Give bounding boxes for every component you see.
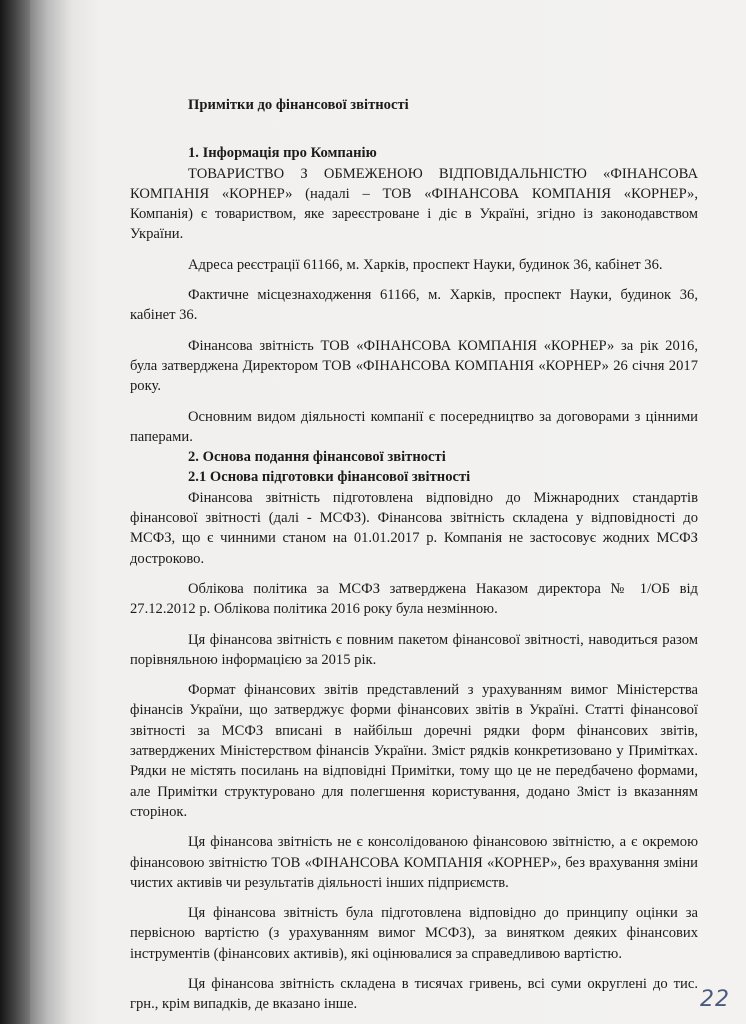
section-2-paragraph-5: Ця фінансова звітність не є консолідованою фінансовою звітністю, а є окремою фінансовою звітністю ТОВ «ФІНАНСОВА КОМПАНІЯ «КОРНЕР», без врахування зміни чистих активів чи результатів діяльності інших підприємств.	[130, 834, 698, 891]
section-2-paragraph-1: Фінансова звітність підготовлена відповідно до Міжнародних стандартів фінансової звітності (далі - МСФЗ). Фінансова звітність складена у відповідності до МСФЗ, що є чинними станом на 01.01.2017 р. Компанія не застосовує жодних МСФЗ достроково.	[130, 489, 698, 567]
section-2-paragraph-7: Ця фінансова звітність складена в тисячах гривень, всі суми округлені до тис. грн., крім випадків, де вказано інше.	[130, 975, 698, 1013]
section-2-heading: 2. Основа подання фінансової звітності	[188, 449, 446, 466]
section-1-paragraph-4: Фінансова звітність ТОВ «ФІНАНСОВА КОМПАНІЯ «КОРНЕР» за рік 2016, була затверджена Директором ТОВ «ФІНАНСОВА КОМПАНІЯ «КОРНЕР» 26 січня 2017 року.	[130, 337, 698, 395]
section-2-1-heading: 2.1 Основа підготовки фінансової звітності	[188, 469, 471, 486]
page-number: 22	[700, 987, 730, 1012]
section-1-paragraph-1: ТОВАРИСТВО З ОБМЕЖЕНОЮ ВІДПОВІДАЛЬНІСТЮ «ФІНАНСОВА КОМПАНІЯ «КОРНЕР» (надалі – ТОВ «ФІНАНСОВА КОМПАНІЯ «КОРНЕР», Компанія) є товариством, яке зареєстроване і діє в Україні, згідно із законодавством України.	[130, 165, 698, 243]
section-2-paragraph-4: Формат фінансових звітів представлений з урахуванням вимог Міністерства фінансів України, що затверджує форми фінансових звітів в Україні. Статті фінансової звітності за МСФЗ вписані в найбільш доречні рядки форм фінансових звітів, затверджених Міністерством фінансів України. Зміст рядків конкретизовано у Примітках. Рядки не містять посилань на відповідні Примітки, тому що це не передбачено формами, але Примітки структуровано для полегшення користування, додано Зміст із вказанням сторінок.	[130, 682, 698, 820]
section-2-paragraph-6: Ця фінансова звітність була підготовлена відповідно до принципу оцінки за первісною вартістю (з урахуванням вимог МСФЗ), за винятком деяких фінансових інструментів (фінансових активів), які оцінювалися за справедливою вартістю.	[130, 905, 698, 962]
section-1-paragraph-5: Основним видом діяльності компанії є посередництво за договорами з цінними паперами.	[130, 408, 698, 445]
section-1-paragraph-3: Фактичне місцезнаходження 61166, м. Харків, проспект Науки, будинок 36, кабінет 36.	[130, 287, 698, 324]
section-1-heading: 1. Інформація про Компанію	[188, 145, 377, 162]
document-title: Примітки до фінансової звітності	[188, 97, 409, 113]
section-2-paragraph-3: Ця фінансова звітність є повним пакетом фінансової звітності, наводиться разом порівняльною інформацією за 2015 рік.	[130, 631, 698, 668]
section-1-paragraph-2: Адреса реєстрації 61166, м. Харків, проспект Науки, будинок 36, кабінет 36.	[188, 256, 663, 273]
section-2-paragraph-2: Облікова політика за МСФЗ затверджена Наказом директора № 1/ОБ від 27.12.2012 р. Облікова політика 2016 року була незмінною.	[130, 580, 698, 618]
binding-shadow	[0, 0, 30, 1024]
document-content	[130, 95, 698, 1015]
